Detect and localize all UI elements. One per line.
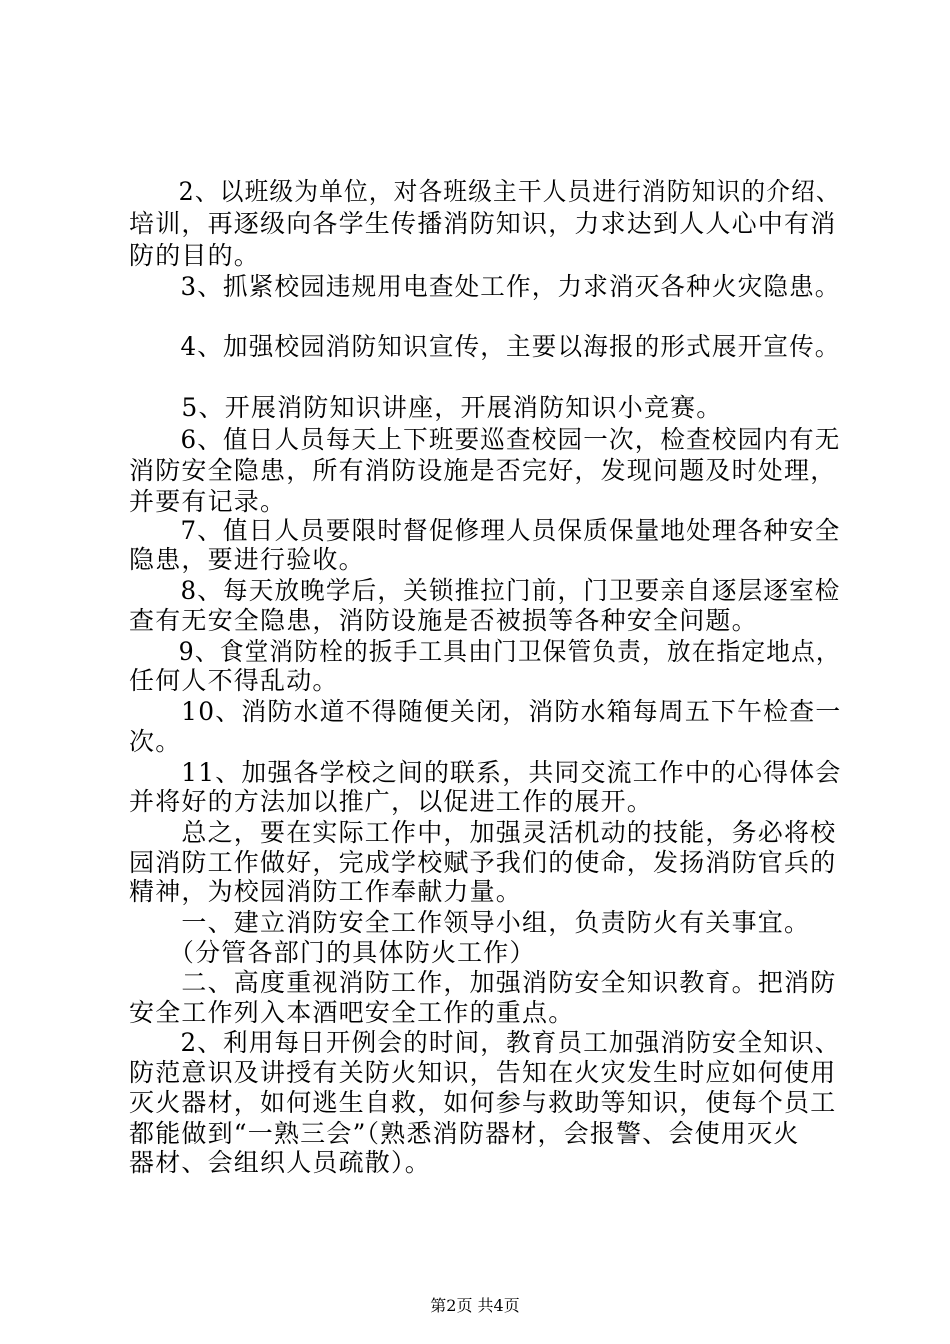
paragraph-line: 5、开展消防知识讲座，开展消防知识小竞赛。: [129, 393, 723, 422]
page-number-footer: 第2页 共4页: [430, 1296, 520, 1315]
paragraph-line: 二、高度重视消防工作，加强消防安全知识教育。把消防: [129, 968, 837, 997]
paragraph-line: 2、利用每日开例会的时间，教育员工加强消防安全知识、: [129, 1028, 841, 1057]
paragraph-line: 培训，再逐级向各学生传播消防知识，力求达到人人心中有消: [129, 209, 837, 238]
paragraph-line: 查有无安全隐患，消防设施是否被损等各种安全问题。: [129, 606, 758, 635]
paragraph-line: 6、值日人员每天上下班要巡查校园一次，检查校园内有无: [129, 425, 841, 454]
paragraph-line: 任何人不得乱动。: [129, 666, 339, 695]
paragraph-line: 11、加强各学校之间的联系，共同交流工作中的心得体会: [129, 758, 842, 787]
paragraph-line: 8、每天放晚学后，关锁推拉门前，门卫要亲自逐层逐室检: [129, 576, 841, 605]
paragraph-line: 精神，为校园消防工作奉献力量。: [129, 877, 523, 906]
paragraph-line: 3、抓紧校园违规用电查处工作，力求消灭各种火灾隐患。: [129, 272, 841, 301]
paragraph-line: 2、以班级为单位，对各班级主干人员进行消防知识的介绍、: [129, 177, 841, 206]
paragraph-line: （分管各部门的具体防火工作）: [129, 938, 536, 967]
paragraph-line: 4、加强校园消防知识宣传，主要以海报的形式展开宣传。: [129, 332, 841, 361]
paragraph-line: 都能做到“一熟三会”（熟悉消防器材，会报警、会使用灭火: [129, 1119, 800, 1148]
paragraph-line: 器材、会组织人员疏散）。: [129, 1148, 431, 1177]
paragraph-line: 并将好的方法加以推广，以促进工作的展开。: [129, 787, 654, 816]
paragraph-line: 并要有记录。: [129, 487, 287, 516]
paragraph-line: 一、建立消防安全工作领导小组，负责防火有关事宜。: [129, 908, 811, 937]
paragraph-line: 9、食堂消防栓的扳手工具由门卫保管负责，放在指定地点，: [129, 637, 841, 666]
paragraph-line: 安全工作列入本酒吧安全工作的重点。: [129, 998, 575, 1027]
paragraph-line: 总之，要在实际工作中，加强灵活机动的技能，务必将校: [129, 818, 837, 847]
paragraph-line: 防的目的。: [129, 241, 261, 270]
paragraph-line: 消防安全隐患，所有消防设施是否完好，发现问题及时处理，: [129, 456, 837, 485]
paragraph-line: 次。: [129, 727, 182, 756]
paragraph-line: 灭火器材，如何逃生自救，如何参与救助等知识，使每个员工: [129, 1088, 837, 1117]
paragraph-line: 10、消防水道不得随便关闭，消防水箱每周五下午检查一: [129, 697, 842, 726]
paragraph-line: 防范意识及讲授有关防火知识，告知在火灾发生时应如何使用: [129, 1058, 837, 1087]
paragraph-line: 隐患，要进行验收。: [129, 545, 365, 574]
paragraph-line: 7、值日人员要限时督促修理人员保质保量地处理各种安全: [129, 516, 841, 545]
paragraph-line: 园消防工作做好，完成学校赋予我们的使命，发扬消防官兵的: [129, 848, 837, 877]
